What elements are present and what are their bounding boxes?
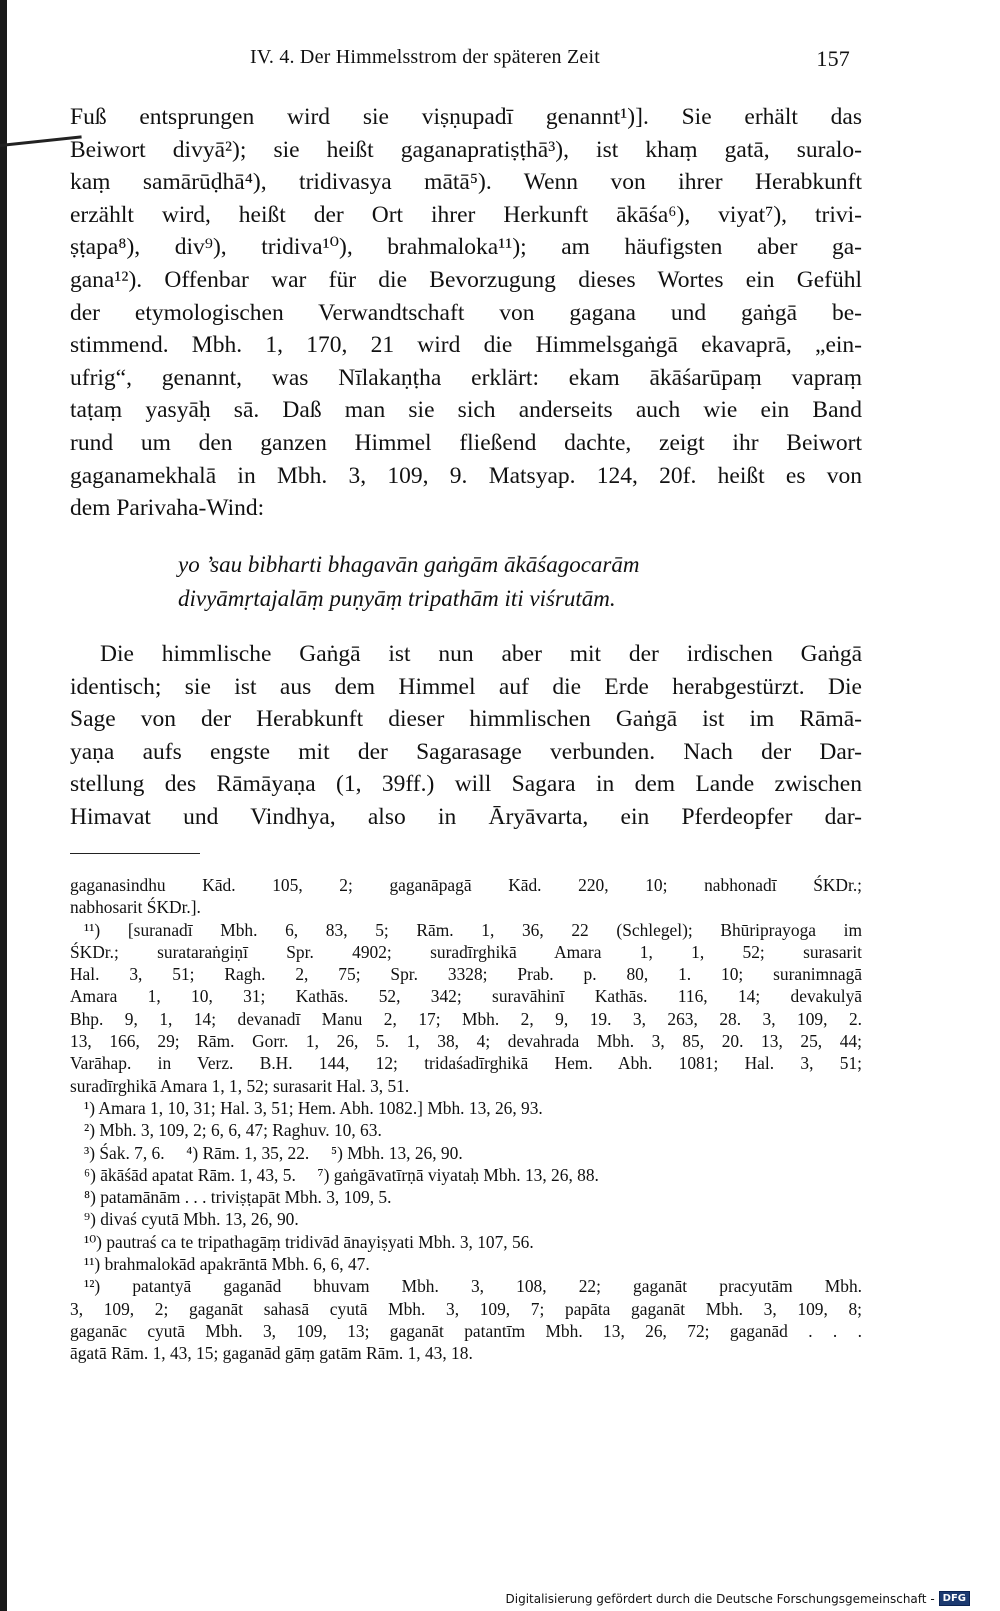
text-line: taṭaṃ yasyāḥ sā. Daß man sie sich anderseits auch wie ein Band bbox=[70, 397, 862, 424]
text-line: erzählt wird, heißt der Ort ihrer Herkunft ākāśa⁶), viyat⁷), trivi- bbox=[70, 201, 862, 228]
second-paragraph bbox=[70, 638, 862, 834]
footnote-line: ¹¹) brahmalokād apakrāntā Mbh. 6, 6, 47. bbox=[84, 1254, 370, 1275]
digitization-credit bbox=[506, 1591, 971, 1606]
text-line: der etymologischen Verwandtschaft von gagana und gaṅgā be- bbox=[70, 299, 862, 326]
text-line: Sage von der Herabkunft dieser himmlischen Gaṅgā ist im Rāmā- bbox=[70, 706, 862, 733]
text-line: stimmend. Mbh. 1, 170, 21 wird die Himmelsgaṅgā ekavaprā, „ein- bbox=[70, 332, 862, 359]
footnote-line: 3, 109, 2; gaganāt sahasā cyutā Mbh. 3, 109, 7; papāta gaganāt Mbh. 3, 109, 8; bbox=[70, 1298, 862, 1319]
footnote-line: ⁹) divaś cyutā Mbh. 13, 26, 90. bbox=[84, 1209, 299, 1230]
footnote-line: Varāhap. in Verz. B.H. 144, 12; tridaśadīrghikā Hem. Abh. 1081; Hal. 3, 51; bbox=[70, 1053, 862, 1074]
footnote-line: gaganāc cyutā Mbh. 3, 109, 13; gaganāt patantīm Mbh. 13, 26, 72; gaganād . . . bbox=[70, 1320, 862, 1341]
chapter-title: IV. 4. Der Himmelsstrom der späteren Zeit bbox=[250, 46, 600, 68]
text-line: Die himmlische Gaṅgā ist nun aber mit der irdischen Gaṅgā bbox=[100, 641, 862, 667]
text-line: dem Parivaha-Wind: bbox=[70, 495, 265, 522]
text-line: gana¹²). Offenbar war für die Bevorzugung dieses Wortes ein Gefühl bbox=[70, 266, 862, 293]
footnote-line: ⁶) ākāśād apatat Rām. 1, 43, 5. ⁷) gaṅgāvatīrṇā viyataḥ Mbh. 13, 26, 88. bbox=[84, 1164, 599, 1185]
text-line: gaganamekhalā in Mbh. 3, 109, 9. Matsyap. 124, 20f. heißt es von bbox=[70, 462, 862, 489]
text-line: Beiwort divyā²); sie heißt gaganapratiṣṭhā³), ist khaṃ gatā, suralo- bbox=[70, 136, 862, 163]
main-paragraph bbox=[70, 101, 862, 525]
footnote-line: ³) Śak. 7, 6. ⁴) Rām. 1, 35, 22. ⁵) Mbh. 13, 26, 90. bbox=[84, 1142, 463, 1163]
footnote-line: nabhosarit ŚKDr.]. bbox=[70, 897, 201, 918]
footnote-line: Hal. 3, 51; Ragh. 2, 75; Spr. 3328; Prab. p. 80, 1. 10; suranimnagā bbox=[70, 964, 862, 985]
footnote-line: ¹²) patantyā gaganād bhuvam Mbh. 3, 108, 22; gaganāt pracyutām Mbh. bbox=[84, 1276, 862, 1297]
text-line: stellung des Rāmāyaṇa (1, 39ff.) will Sagara in dem Lande zwischen bbox=[70, 771, 862, 798]
footnote-line: āgatā Rām. 1, 43, 15; gaganād gāṃ gatām Rām. 1, 43, 18. bbox=[70, 1343, 473, 1364]
running-header bbox=[250, 46, 850, 76]
page-edge-shadow bbox=[0, 0, 7, 1611]
footnote-line: ¹) Amara 1, 10, 31; Hal. 3, 51; Hem. Abh. 1082.] Mbh. 13, 26, 93. bbox=[84, 1097, 543, 1118]
footnote-separator bbox=[70, 853, 200, 854]
credit-text: Digitalisierung gefördert durch die Deutsche Forschungsgemeinschaft - bbox=[505, 1591, 935, 1606]
text-line: ufrig“, genannt, was Nīlakaṇṭha erklärt: ekam ākāśarūpaṃ vapraṃ bbox=[70, 364, 862, 391]
footnote-line: 13, 166, 29; Rām. Gorr. 1, 26, 5. 1, 38, 4; devahrada Mbh. 3, 85, 20. 13, 25, 44; bbox=[70, 1031, 862, 1052]
footnote-line: ⁸) patamānām . . . triviṣṭapāt Mbh. 3, 109, 5. bbox=[84, 1187, 392, 1208]
footnote-line: ŚKDr.; surataraṅgiṇī Spr. 4902; suradīrghikā Amara 1, 1, 52; surasarit bbox=[70, 941, 862, 962]
text-line: ṣṭapa⁸), div⁹), tridiva¹⁰), brahmaloka¹¹); am häufigsten aber ga- bbox=[70, 234, 862, 261]
text-line: rund um den ganzen Himmel fließend dachte, zeigt ihr Beiwort bbox=[70, 429, 862, 456]
text-line: kaṃ samārūḍhā⁴), tridivasya mātā⁵). Wenn von ihrer Herabkunft bbox=[70, 169, 862, 196]
verse-line: divyāmṛtajalāṃ puṇyāṃ tripathām iti viśrutām. bbox=[178, 586, 616, 611]
footnote-line: Bhp. 9, 1, 14; devanadī Manu 2, 17; Mbh. 2, 9, 19. 3, 263, 28. 3, 109, 2. bbox=[70, 1008, 862, 1029]
page-number: 157 bbox=[816, 46, 850, 71]
footnote-line: Amara 1, 10, 31; Kathās. 52, 342; suravāhinī Kathās. 116, 14; devakulyā bbox=[70, 986, 862, 1007]
footnote-line: ²) Mbh. 3, 109, 2; 6, 6, 47; Raghuv. 10, 63. bbox=[84, 1120, 382, 1141]
text-line: yaṇa aufs engste mit der Sagarasage verbunden. Nach der Dar- bbox=[70, 738, 862, 765]
footnote-line: gaganasindhu Kād. 105, 2; gaganāpagā Kād. 220, 10; nabhonadī ŚKDr.; bbox=[70, 875, 862, 895]
footnote-line: ¹¹) [suranadī Mbh. 6, 83, 5; Rām. 1, 36, 22 (Schlegel); Bhūriprayoga im bbox=[84, 919, 862, 940]
text-line: Himavat und Vindhya, also in Āryāvarta, ein Pferdeopfer dar- bbox=[70, 803, 862, 830]
verse-line: yo ’sau bibharti bhagavān gaṅgām ākāśagocarām bbox=[178, 552, 640, 577]
dfg-logo: DFG bbox=[939, 1591, 970, 1606]
footnotes bbox=[70, 874, 862, 1365]
verse-quotation bbox=[178, 548, 818, 616]
text-line: identisch; sie ist aus dem Himmel auf die Erde herabgestürzt. Die bbox=[70, 673, 862, 700]
footnote-line: suradīrghikā Amara 1, 1, 52; surasarit Hal. 3, 51. bbox=[70, 1075, 410, 1096]
footnote-line: ¹⁰) pautraś ca te tripathagāṃ tridivād ānayiṣyati Mbh. 3, 107, 56. bbox=[84, 1231, 534, 1252]
text-line: Fuß entsprungen wird sie viṣṇupadī genannt¹)]. Sie erhält das bbox=[70, 104, 862, 130]
